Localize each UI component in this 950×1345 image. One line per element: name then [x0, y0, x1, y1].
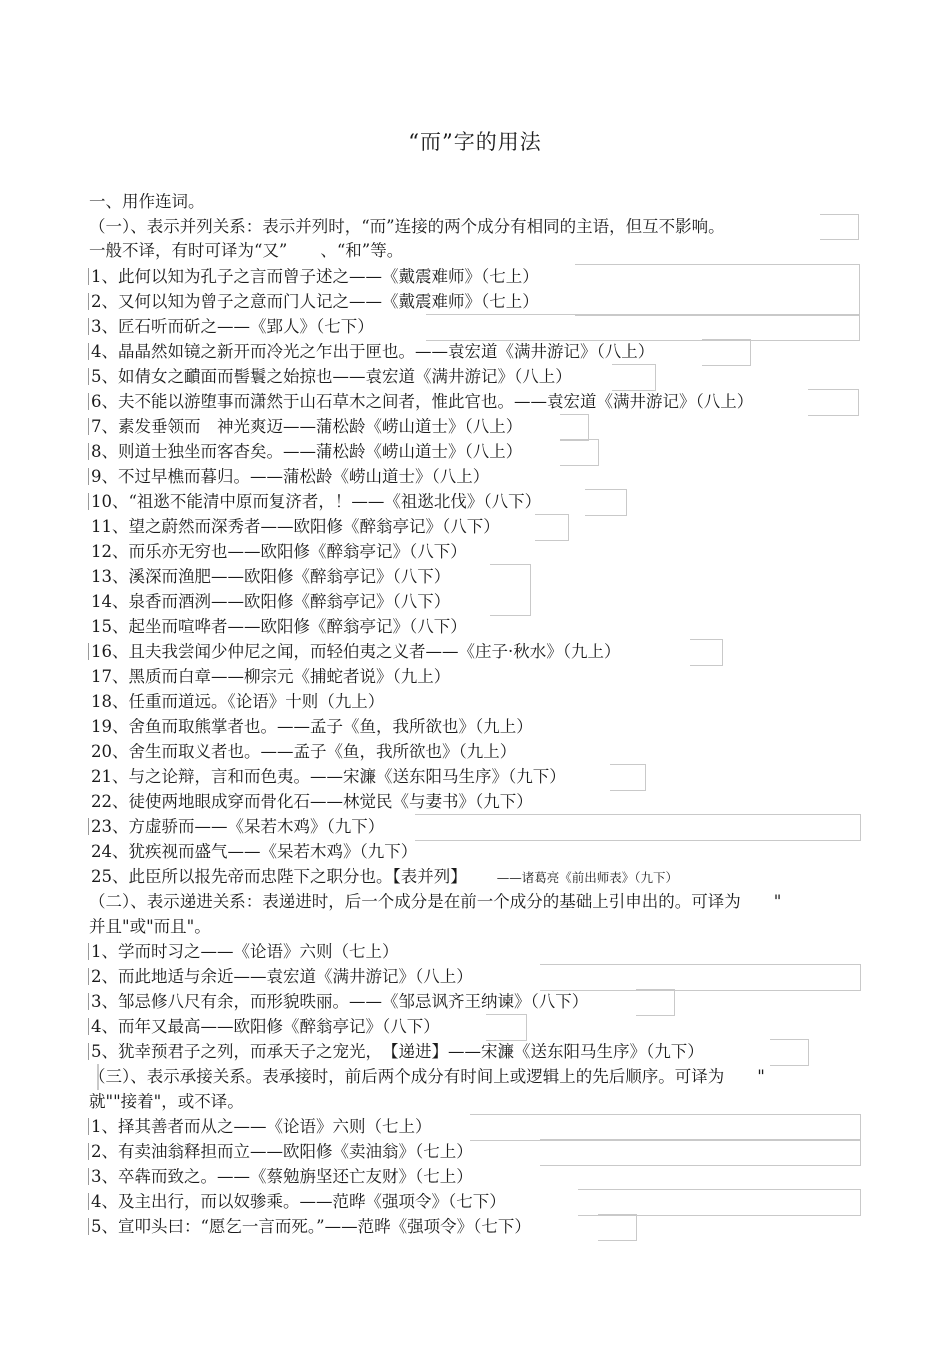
list-item: [91, 864, 678, 889]
list-item: 23、方虚骄而——《呆若木鸡》（九下）: [91, 817, 385, 836]
page-title: “而”字的用法: [408, 130, 542, 154]
subsection-heading: （三）、表示承接关系。表承接时，前后两个成分有时间上或逻辑上的先后顺序。可译为 ": [89, 1067, 765, 1086]
list-item: 3、邹忌修八尺有余，而形貌昳丽。——《邹忌讽齐王纳谏》（八下）: [91, 992, 589, 1011]
list-item: 5、犹幸预君子之列，而承天子之宠光， 【递进】——宋濂《送东阳马生序》（九下）: [91, 1042, 704, 1061]
subsection-heading-cont: 并且"或"而且"。: [89, 917, 211, 936]
list-item: 2、而此地适与余近——袁宏道《满井游记》（八上）: [91, 967, 473, 986]
list-item: 20、舍生而取义者也。——孟子《鱼，我所欲也》（九上）: [91, 742, 517, 761]
list-item: 22、徒使两地眼成穿而骨化石——林觉民《与妻书》（九下）: [91, 792, 533, 811]
list-item: 4、及主出行，而以奴骖乘。——范晔《强项令》（七下）: [91, 1192, 506, 1211]
list-item: 2、有卖油翁释担而立——欧阳修《卖油翁》（七上）: [91, 1142, 473, 1161]
list-item: 19、舍鱼而取熊掌者也。——孟子《鱼，我所欲也》（九上）: [91, 717, 533, 736]
subsection-heading: （二）、表示递进关系：表递进时，后一个成分是在前一个成分的基础上引申出的。可译为 ": [89, 892, 782, 911]
list-item: 9、不过早樵而暮归。——蒲松龄《崂山道士》（八上）: [91, 467, 490, 486]
list-item: 24、犹疾视而盛气——《呆若木鸡》（九下）: [91, 842, 418, 861]
list-item: 1、学而时习之——《论语》六则（七上）: [91, 942, 399, 961]
item-source: ——诸葛亮《前出师表》（九下）: [496, 870, 679, 885]
section-heading: 一、用作连词。: [89, 192, 205, 211]
list-item: 8、则道士独坐而客杳矣。——蒲松龄《崂山道士》（八上）: [91, 442, 523, 461]
list-item: 3、卒犇而致之。——《蔡勉旃坚还亡友财》（七上）: [91, 1167, 473, 1186]
list-item: 3、匠石听而斫之——《郢人》（七下）: [91, 317, 374, 336]
list-item: 21、与之论辩，言和而色夷。——宋濂《送东阳马生序》（九下）: [91, 767, 566, 786]
list-item: 1、择其善者而从之——《论语》六则（七上）: [91, 1117, 432, 1136]
list-item: 6、夫不能以游堕事而潇然于山石草木之间者，惟此官也。——袁宏道《满井游记》（八上）: [91, 392, 754, 411]
list-item: 12、而乐亦无穷也——欧阳修《醉翁亭记》（八下）: [91, 542, 467, 561]
list-item: 5、如倩女之靧面而髻鬟之始掠也——袁宏道《满井游记》（八上）: [91, 367, 572, 386]
list-item: 16、且夫我尝闻少仲尼之闻，而轻伯夷之义者——《庄子·秋水》（九上）: [91, 642, 621, 661]
item-text: 25、此臣所以报先帝而忠陛下之职分也。【表并列】: [91, 867, 467, 886]
subsection-heading-cont: 一般不译，有时可译为“又” 、“和”等。: [89, 241, 404, 260]
list-item: 4、而年又最高——欧阳修《醉翁亭记》（八下）: [91, 1017, 440, 1036]
list-item: 1、此何以知为孔子之言而曾子述之——《戴震难师》（七上）: [91, 267, 539, 286]
list-item: 17、黑质而白章——柳宗元《捕蛇者说》（九上）: [91, 667, 451, 686]
list-item: 13、溪深而渔肥——欧阳修《醉翁亭记》（八下）: [91, 567, 451, 586]
list-item: 10、“祖逖不能清中原而复济者，！——《祖逖北伐》（八下）: [91, 492, 542, 511]
subsection-heading-cont: 就""接着"，或不译。: [89, 1092, 244, 1111]
list-item: 7、素发垂领而 神光爽迈——蒲松龄《崂山道士》（八上）: [91, 417, 523, 436]
list-item: 5、宣叩头曰：“愿乞一言而死。”——范晔《强项令》（七下）: [91, 1217, 531, 1236]
list-item: 18、任重而道远。《论语》十则（九上）: [91, 692, 385, 711]
list-item: 2、又何以知为曾子之意而门人记之——《戴震难师》（七上）: [91, 292, 539, 311]
list-item: 11、望之蔚然而深秀者——欧阳修《醉翁亭记》（八下）: [91, 517, 500, 536]
subsection-heading: （一）、表示并列关系：表示并列时，“而”连接的两个成分有相同的主语，但互不影响。: [89, 217, 725, 236]
list-item: 14、泉香而酒洌——欧阳修《醉翁亭记》（八下）: [91, 592, 451, 611]
list-item: 15、起坐而喧哗者——欧阳修《醉翁亭记》（八下）: [91, 617, 467, 636]
list-item: 4、晶晶然如镜之新开而冷光之乍出于匣也。——袁宏道《满井游记》（八上）: [91, 342, 655, 361]
